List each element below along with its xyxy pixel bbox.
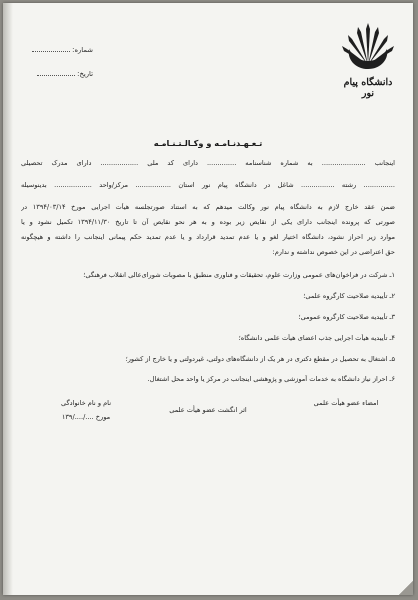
body-line-1: اینجانب ..................... به شماره شناسنامه .............. دارای کد ملی .................. دارای مدرک تحصیلی <box>21 159 395 167</box>
date-dots <box>37 75 75 76</box>
body-line-5: موارد زیر احراز نشود، دانشگاه اختیار لغو و یا عدم تمدید قرارداد و یا عدم تمدید حکم پیمانی اینجانب را داشته و هیچگونه <box>21 233 395 241</box>
payame-noor-sun-logo-icon <box>337 21 399 77</box>
document-title: تـعـهـدنـامـه و وکـالـتـنـامـه <box>153 138 263 148</box>
body-line-3: ضمن عقد خارج لازم به دانشگاه پیام نور وکالت میدهم که به استناد صورتجلسه هیأت اجرایی مورخ ۱۳۹۴/۰۳/۱۴ در <box>21 203 395 211</box>
condition-item-1: ۱ـ شرکت در فراخوان‌های عمومی وزارت علوم، تحقیقات و فناوری منطبق با مصوبات شورای‌عالی انقلاب فرهنگی؛ <box>83 271 395 279</box>
condition-item-3: ۳ـ تأییدیه صلاحیت کارگروه عمومی؛ <box>298 313 395 321</box>
body-line-6: حق اعتراضی در این خصوص نداشته و ندارم: <box>272 248 395 256</box>
university-logo <box>337 21 399 101</box>
full-name-label: نام و نام خانوادگی <box>60 399 112 407</box>
fingerprint-label: اثر انگشت عضو هیأت علمی <box>169 406 247 414</box>
faculty-signature-label: امضاء عضو هیأت علمی <box>313 399 379 407</box>
document-page <box>3 3 413 595</box>
page-edge-shadow <box>3 3 13 595</box>
signature-date-label: مورخ ..../..../۱۳۹ <box>61 413 111 421</box>
number-dots <box>32 51 70 52</box>
date-field <box>15 70 93 78</box>
condition-item-5: ۵ـ اشتغال به تحصیل در مقطع دکتری در هر یک از دانشگاه‌های دولتی، غیردولتی و یا خارج از کشور؛ <box>125 355 395 363</box>
condition-item-2: ۲ـ تأییدیه صلاحیت کارگروه علمی؛ <box>303 292 395 300</box>
page-corner <box>399 581 413 595</box>
condition-item-6: ۶ـ احراز نیاز دانشگاه به خدمات آموزشی و پژوهشی اینجانب در مرکز یا واحد محل اشتغال. <box>147 375 395 383</box>
university-name: دانشگاه پیام نور <box>343 77 393 99</box>
date-label: تاریخ: <box>77 70 93 78</box>
number-label: شماره: <box>72 46 93 54</box>
body-line-4: صورتی که پرونده اینجانب دارای یکی از نقایص زیر بوده و به هر نحو نقایص آن تا تاریخ ۱۳۹۴/۱۱/۳۰ تکمیل نشود و یا <box>21 218 395 226</box>
body-line-2: ............... رشته ................ شاغل در دانشگاه پیام نور استان ................. مرکز/واحد .................. بدینوسیله <box>21 181 395 189</box>
condition-item-4: ۴ـ تأییدیه هیأت اجرایی جذب اعضای هیأت علمی دانشگاه؛ <box>238 334 395 342</box>
number-field <box>15 46 93 54</box>
